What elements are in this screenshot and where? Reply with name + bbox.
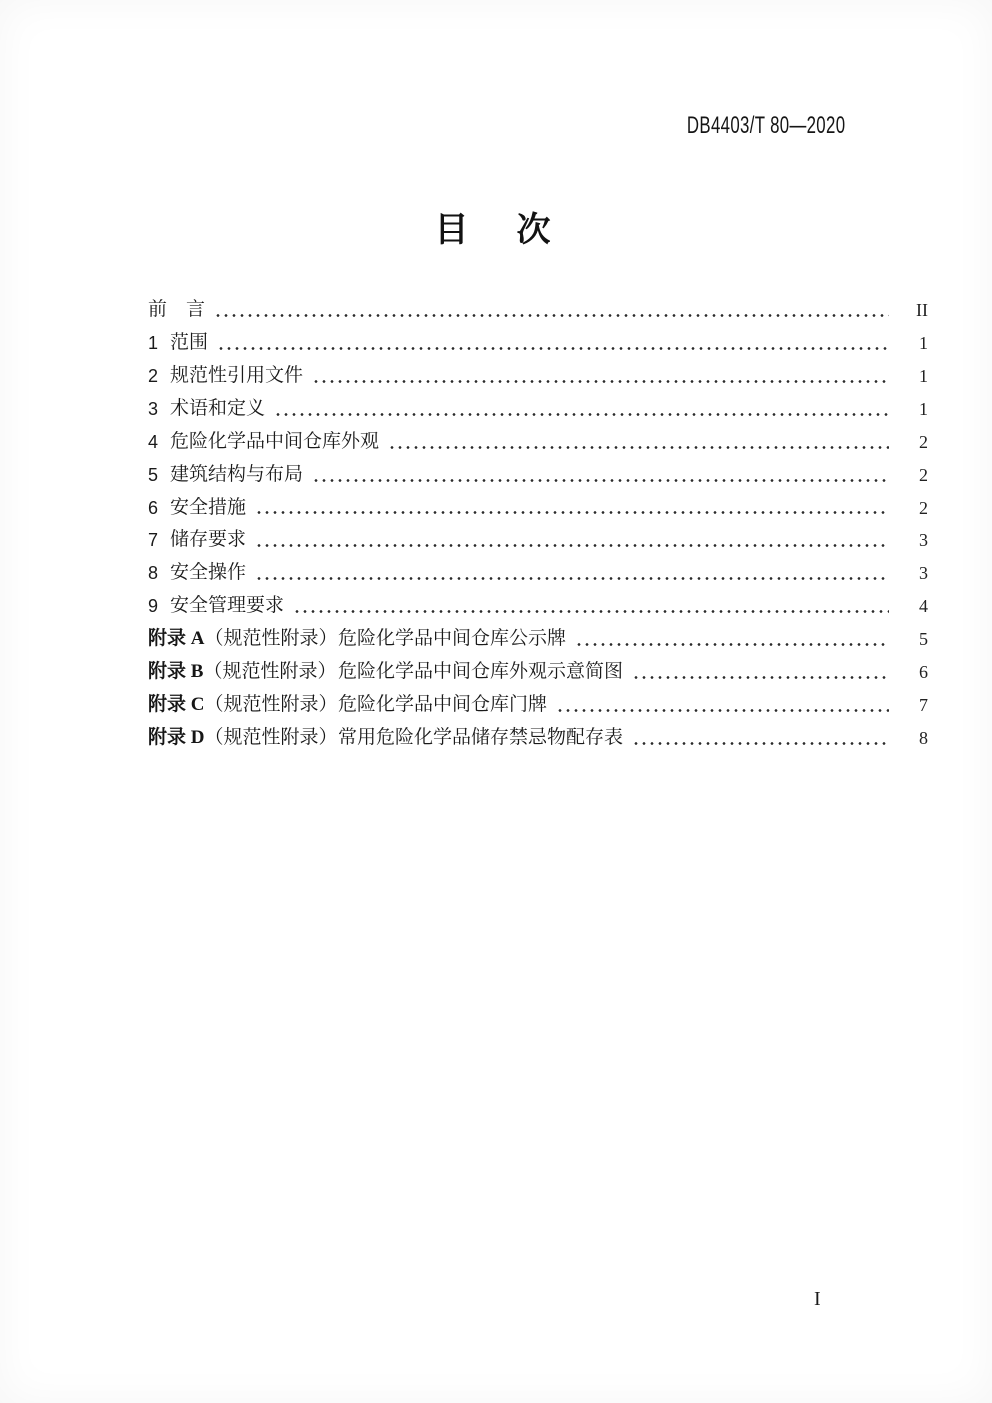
toc-entry-label: 危险化学品中间仓库外观示意简图 xyxy=(338,661,624,683)
toc-entry-number: 9 xyxy=(148,596,159,617)
toc-entry-label: 安全管理要求 xyxy=(170,595,285,617)
toc-entry-label: 建筑结构与布局 xyxy=(170,463,304,485)
appendix-paren: （规范性附录） xyxy=(204,726,338,748)
toc-leader-dots xyxy=(310,459,889,492)
toc-entry-label: 安全操作 xyxy=(170,562,247,584)
toc-entry-number: 1 xyxy=(148,332,159,353)
appendix-paren: （规范性附录） xyxy=(204,694,338,716)
toc-entry-page: 1 xyxy=(919,398,928,419)
toc-entry-label: 危险化学品中间仓库公示牌 xyxy=(338,628,567,650)
appendix-prefix xyxy=(148,722,338,755)
appendix-prefix xyxy=(148,656,338,689)
toc-entry-number: 5 xyxy=(148,464,159,485)
toc-entry-page: 5 xyxy=(919,629,928,650)
footer-page-number: I xyxy=(814,1288,821,1310)
table-of-contents xyxy=(148,294,928,755)
toc-leader-dots xyxy=(215,327,889,360)
toc-appendix-entry xyxy=(148,689,928,722)
toc-entry-page: 1 xyxy=(919,365,928,386)
page-title: 目 次 xyxy=(434,212,558,249)
toc-entry-page: 4 xyxy=(919,596,928,617)
toc-leader-dots xyxy=(272,393,889,426)
toc-leader-dots xyxy=(310,360,889,393)
toc-entry-page: 2 xyxy=(919,497,928,518)
toc-entry-label: 危险化学品中间仓库外观 xyxy=(170,430,380,452)
toc-entry-number: 6 xyxy=(148,497,159,518)
toc-entry-label: 常用危险化学品储存禁忌物配存表 xyxy=(338,726,624,748)
toc-entry-page: 2 xyxy=(919,431,928,452)
toc-entry xyxy=(148,327,928,360)
appendix-id: 附录 C xyxy=(148,694,205,716)
toc-entry xyxy=(148,294,928,327)
toc-entry-page: 3 xyxy=(919,563,928,584)
toc-leader-dots xyxy=(212,294,889,327)
toc-entry-number: 8 xyxy=(148,563,159,584)
appendix-id: 附录 D xyxy=(148,726,205,748)
appendix-id: 附录 B xyxy=(148,661,204,683)
toc-entry-label: 储存要求 xyxy=(170,529,247,551)
appendix-paren: （规范性附录） xyxy=(203,661,337,683)
toc-entry xyxy=(148,524,928,557)
toc-entry-page: 1 xyxy=(919,332,928,353)
appendix-id: 附录 A xyxy=(148,628,205,650)
toc-entry-label: 术语和定义 xyxy=(170,397,266,419)
appendix-paren: （规范性附录） xyxy=(204,628,338,650)
toc-entry-page: 8 xyxy=(919,727,928,748)
appendix-prefix xyxy=(148,623,338,656)
appendix-prefix xyxy=(148,689,338,722)
toc-leader-dots xyxy=(291,590,889,623)
toc-entry xyxy=(148,557,928,590)
toc-leader-dots xyxy=(253,557,889,590)
toc-leader-dots xyxy=(386,426,889,459)
toc-leader-dots xyxy=(630,722,889,755)
toc-entry-label: 危险化学品中间仓库门牌 xyxy=(338,694,548,716)
toc-entry xyxy=(148,492,928,525)
toc-leader-dots xyxy=(630,656,889,689)
toc-entry-label: 安全措施 xyxy=(170,496,247,518)
toc-entry xyxy=(148,426,928,459)
doc-number: DB4403/T 80—2020 xyxy=(686,112,845,139)
toc-entry-number: 7 xyxy=(148,530,159,551)
toc-entry-page: 7 xyxy=(919,695,928,716)
toc-entry-label: 范围 xyxy=(170,331,209,353)
toc-leader-dots xyxy=(253,524,889,557)
toc-appendix-entry xyxy=(148,656,928,689)
toc-leader-dots xyxy=(573,623,889,656)
toc-entry-label: 前 言 xyxy=(148,299,206,320)
toc-entry xyxy=(148,360,928,393)
toc-leader-dots xyxy=(253,492,889,525)
toc-entry-page: 6 xyxy=(919,662,928,683)
toc-entry-number: 4 xyxy=(148,431,159,452)
toc-appendix-entry xyxy=(148,722,928,755)
toc-entry-number: 3 xyxy=(148,398,159,419)
toc-entry-page: 3 xyxy=(919,530,928,551)
toc-entry xyxy=(148,393,928,426)
toc-appendix-entry xyxy=(148,623,928,656)
toc-entry-number: 2 xyxy=(148,365,159,386)
toc-entry xyxy=(148,590,928,623)
toc-entry-label: 规范性引用文件 xyxy=(170,364,304,386)
toc-entry xyxy=(148,459,928,492)
toc-leader-dots xyxy=(554,689,889,722)
toc-entry-page: 2 xyxy=(919,464,928,485)
toc-entry-page: II xyxy=(916,300,928,320)
